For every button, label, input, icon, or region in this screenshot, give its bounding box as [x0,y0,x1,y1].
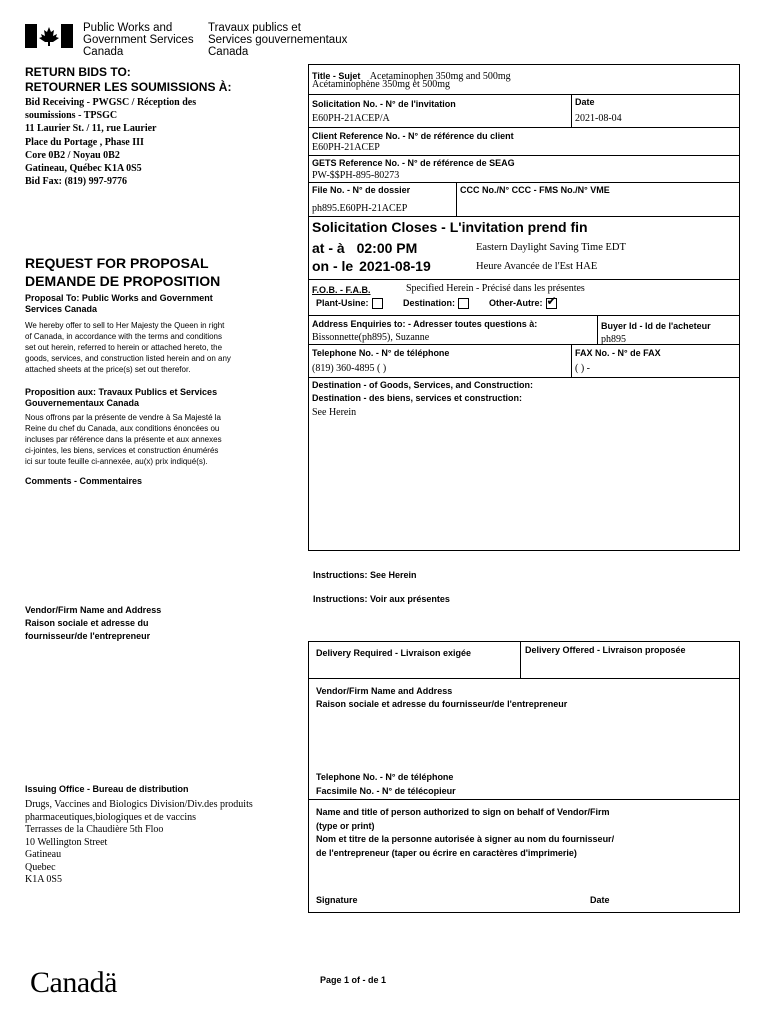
issuing-office-address [25,799,253,887]
destination-checkbox[interactable] [458,298,469,309]
body-line: Nous offrons par la présente de vendre à Sa Majesté la [25,413,221,422]
rfp-title [25,254,220,290]
other-label: Other-Autre: [489,298,543,308]
rfp-body-en [25,320,231,375]
destination-goods-value: See Herein [312,407,357,418]
vendor-left-line: fournisseur/de l'entrepreneur [25,631,151,641]
vendor-left-line: Vendor/Firm Name and Address [25,605,162,615]
date-label: Date [575,97,595,107]
address-enquiries-value: Bissonnette(ph895), Suzanne [312,332,430,343]
address-line: soumissions - TPSGC [25,110,118,122]
fob-other [489,294,557,309]
dept-name-fr [208,22,347,58]
body-line: attached sheets at the price(s) set out therefor. [25,365,191,374]
address-line: Bid Receiving - PWGSC / Réception des [25,97,197,108]
file-label: File No. - N° de dossier [312,185,411,195]
dept-en-line: Government Services [83,34,194,46]
fob-value: Specified Herein - Précisé dans les présentes [406,283,585,294]
vendor-name-label-fr: Raison sociale et adresse du fournisseur/de l'entrepreneur [316,699,568,709]
closes-title: Solicitation Closes - L'invitation prend fin [312,219,588,235]
address-line: Gatineau, Québec K1A 0S5 [25,163,142,175]
authorized-line: Nom et titre de la personne autorisée à signer au nom du fournisseur/ [316,834,615,844]
return-bids-title-en: RETURN BIDS TO: [25,65,131,79]
file-value: ph895.E60PH-21ACEP [312,203,408,214]
gets-value: PW-$$PH-895-80273 [312,170,400,181]
body-line: set out herein, referred to herein or attached hereto, the [25,343,223,352]
telephone-label: Telephone No. - N° de téléphone [312,348,450,358]
fob-label: F.O.B. - F.A.B. [312,285,371,295]
instructions-fr: Instructions: Voir aux présentes [313,594,450,604]
address-line: Place du Portage , Phase III [25,136,144,148]
comments-label: Comments - Commentaires [25,476,143,486]
on-label: on - le [312,258,354,274]
authorized-line: Name and title of person authorized to sign on behalf of Vendor/Firm [316,807,610,817]
dept-en-line: Public Works and [83,22,173,34]
vendor-left-line: Raison sociale et adresse du [25,618,149,628]
issuing-line: Terrasses de la Chaudière 5th Floo [25,824,164,835]
address-enquiries-label: Address Enquiries to: - Adresser toutes questions à: [312,319,538,329]
body-line: goods, services, and construction listed herein and on any [25,354,231,363]
dept-fr-line: Travaux publics et [208,22,301,34]
return-bids-address [25,96,196,188]
timezone-en: Eastern Daylight Saving Time EDT [476,242,626,253]
return-bids-title-fr: RETOURNER LES SOUMISSIONS À: [25,80,232,94]
fax-label: FAX No. - N° de FAX [575,348,661,358]
title-value-en: Acetaminophen 350mg and 500mg [369,71,511,82]
solicitation-label: Solicitation No. - N° de l'invitation [312,99,456,109]
at-label: at - à [312,240,345,256]
canada-flag-logo [25,24,73,48]
address-line: Bid Fax: (819) 997-9776 [25,176,127,188]
client-ref-label: Client Reference No. - N° de référence du client [312,131,514,141]
fob-plant [316,298,383,309]
page-number: Page 1 of - de 1 [320,975,387,985]
body-line: ici sur toute feuille ci-annexée, au(x) prix indiqué(s). [25,457,208,466]
gets-label: GETS Reference No. - N° de référence de SEAG [312,158,515,168]
issuing-line: Quebec [25,861,56,873]
rfp-title-en: REQUEST FOR PROPOSAL [25,255,209,271]
dept-en-line: Canada [83,46,124,58]
vendor-left-label [25,604,161,643]
destination-label: Destination: [403,298,456,308]
address-line: 11 Laurier St. / 11, rue Laurier [25,123,157,135]
plant-checkbox[interactable] [372,298,383,309]
close-date-value: 2021-08-19 [359,258,431,274]
solicitation-value: E60PH-21ACEP/A [312,113,390,124]
signature-label: Signature [316,895,358,905]
issuing-line: Drugs, Vaccines and Biologics Division/Div.des produits [25,799,253,810]
dept-fr-line: Canada [208,46,249,58]
vendor-name-label-en: Vendor/Firm Name and Address [316,686,453,696]
proposition-line: Gouvernementaux Canada [25,398,140,408]
issuing-office-label: Issuing Office - Bureau de distribution [25,784,189,794]
plant-label: Plant-Usine: [316,298,369,308]
title-value-fr: Acétaminophène 350mg et 500mg [312,79,451,90]
body-line: of Canada, in accordance with the terms and conditions [25,332,223,341]
date-value: 2021-08-04 [575,113,622,124]
authorized-line: de l'entrepreneur (taper ou écrire en caractères d'imprimerie) [316,847,577,858]
proposal-to-line: Services Canada [25,304,98,314]
destination-goods-label-fr: Destination - des biens, services et construction: [312,393,523,403]
body-line: We hereby offer to sell to Her Majesty the Queen in right [25,321,225,330]
proposal-to-line: Proposal To: Public Works and Government [25,293,213,303]
title-label: Title - Sujet [312,71,361,81]
rfp-title-fr: DEMANDE DE PROPOSITION [25,273,221,289]
vendor-telephone-label: Telephone No. - N° de téléphone [316,772,454,782]
destination-goods-label-en: Destination - of Goods, Services, and Construction: [312,380,534,390]
return-bids-title [25,65,231,95]
telephone-value: (819) 360-4895 ( ) [312,363,387,374]
fob-destination [403,298,469,309]
authorized-signer-label [316,806,614,860]
issuing-line: K1A 0S5 [25,874,62,885]
client-ref-value: E60PH-21ACEP [312,142,380,153]
issuing-line: 10 Wellington Street [25,836,108,848]
vendor-facsimile-label: Facsimile No. - N° de télécopieur [316,786,456,796]
check-mark-icon: ✔ [546,294,557,309]
body-line: Reine du chef du Canada, aux conditions énoncées ou [25,424,220,433]
delivery-required-label: Delivery Required - Livraison exigée [316,648,472,658]
buyer-id-value: ph895 [601,334,626,345]
timezone-fr: Heure Avancée de l'Est HAE [476,261,598,272]
dept-fr-line: Services gouvernementaux [208,34,348,46]
instructions-en: Instructions: See Herein [313,570,417,580]
rfp-body-fr [25,412,222,467]
address-line: Core 0B2 / Noyau 0B2 [25,149,120,161]
signature-date-label: Date [590,895,610,905]
canada-wordmark-logo: Canadä [30,966,117,999]
proposition-line: Proposition aux: Travaux Publics et Services [25,387,218,397]
buyer-id-label: Buyer Id - Id de l'acheteur [601,321,711,331]
fax-value: ( ) - [575,363,590,374]
closes-date [312,258,431,274]
delivery-offered-label: Delivery Offered - Livraison proposée [525,645,686,655]
dept-name-en [83,22,194,58]
authorized-line: (type or print) [316,820,375,831]
close-time-value: 02:00 PM [356,240,418,256]
proposal-to [25,293,213,315]
other-checkbox[interactable] [546,294,557,309]
issuing-line: Gatineau [25,849,62,860]
issuing-line: pharmaceutiques,biologiques et de vaccins [25,811,197,823]
body-line: ci-jointes, les biens, services et construction énumérés [25,446,219,455]
proposition-aux [25,387,217,409]
body-line: incluses par référence dans la présente et aux annexes [25,435,222,444]
ccc-label: CCC No./N° CCC - FMS No./N° VME [460,185,610,195]
closes-time [312,240,417,256]
